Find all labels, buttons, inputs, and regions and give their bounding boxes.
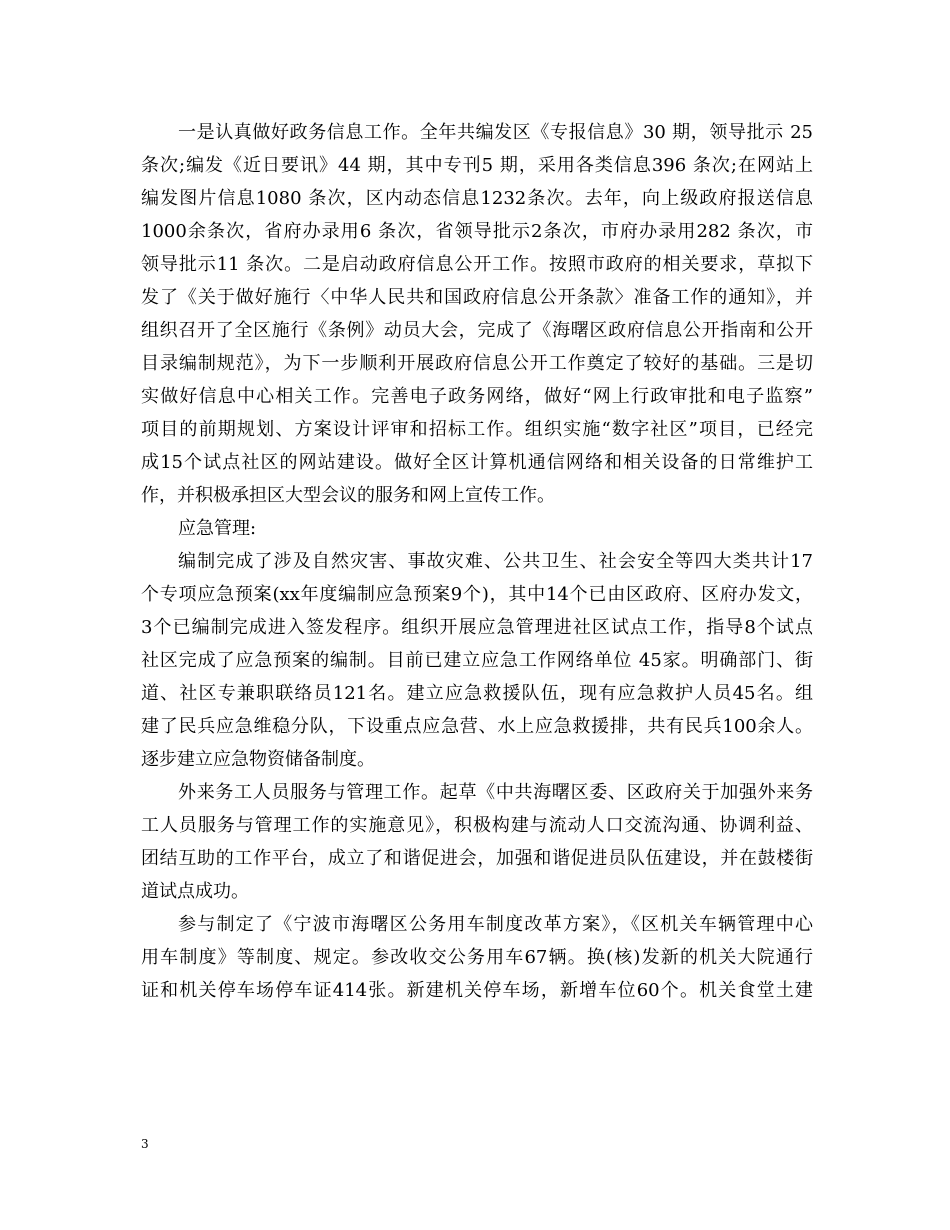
text-line: 团结互助的工作平台，成立了和谐促进会，加强和谐促进员队伍建设，并在鼓楼街	[141, 848, 813, 869]
text-line: 项目的前期规划、方案设计评审和招标工作。组织实施“数字社区”项目，已经完	[141, 419, 813, 440]
text-line: 1000余条次，省府办录用6 条次，省领导批示2条次，市府办录用282 条次，市	[141, 221, 813, 242]
text-line: 编发图片信息1080 条次，区内动态信息1232条次。去年，向上级政府报送信息	[141, 188, 813, 209]
text-line: 组织召开了全区施行《条例》动员大会，完成了《海曙区政府信息公开指南和公开	[141, 320, 813, 341]
text-line: 成15个试点社区的网站建设。做好全区计算机通信网络和相关设备的日常维护工	[141, 452, 813, 473]
body-text	[141, 116, 813, 1007]
text-line: 用车制度》等制度、规定。参改收交公务用车67辆。换(核)发新的机关大院通行	[141, 947, 813, 968]
text-line: 外来务工人员服务与管理工作。起草《中共海曙区委、区政府关于加强外来务	[178, 782, 813, 803]
text-line: 3个已编制完成进入签发程序。组织开展应急管理进社区试点工作，指导8个试点	[141, 617, 813, 638]
text-line: 社区完成了应急预案的编制。目前已建立应急工作网络单位 45家。明确部门、街	[141, 650, 813, 671]
text-line: 发了《关于做好施行〈中华人民共和国政府信息公开条款〉准备工作的通知》，并	[141, 287, 813, 308]
text-line: 作，并积极承担区大型会议的服务和网上宣传工作。	[141, 485, 555, 506]
text-line: 证和机关停车场停车证414张。新建机关停车场，新增车位60个。机关食堂土建	[141, 980, 813, 1001]
text-line: 个专项应急预案(xx年度编制应急预案9个)，其中14个已由区政府、区府办发文，	[141, 584, 813, 605]
text-line: 编制完成了涉及自然灾害、事故灾难、公共卫生、社会安全等四大类共计17	[178, 551, 813, 572]
section-heading: 应急管理:	[178, 518, 257, 539]
text-line: 参与制定了《宁波市海曙区公务用车制度改革方案》，《区机关车辆管理中心	[178, 914, 813, 935]
text-line: 工人员服务与管理工作的实施意见》，积极构建与流动人口交流沟通、协调利益、	[141, 815, 813, 836]
text-line: 建了民兵应急维稳分队，下设重点应急营、水上应急救援排，共有民兵100余人。	[141, 716, 813, 737]
text-line: 目录编制规范》，为下一步顺利开展政府信息公开工作奠定了较好的基础。三是切	[141, 353, 813, 374]
page-number: 3	[141, 1137, 149, 1151]
text-line: 领导批示11 条次。二是启动政府信息公开工作。按照市政府的相关要求，草拟下	[141, 254, 813, 275]
text-line: 道试点成功。	[141, 881, 249, 902]
text-line: 实做好信息中心相关工作。完善电子政务网络，做好“网上行政审批和电子监察”	[141, 386, 813, 407]
text-line: 道、社区专兼职联络员121名。建立应急救援队伍，现有应急救护人员45名。组	[141, 683, 813, 704]
text-line: 逐步建立应急物资储备制度。	[141, 749, 375, 770]
text-line: 一是认真做好政务信息工作。全年共编发区《专报信息》30 期，领导批示 25	[178, 122, 813, 143]
text-line: 条次;编发《近日要讯》44 期，其中专刊5 期，采用各类信息396 条次;在网站上	[141, 155, 813, 176]
